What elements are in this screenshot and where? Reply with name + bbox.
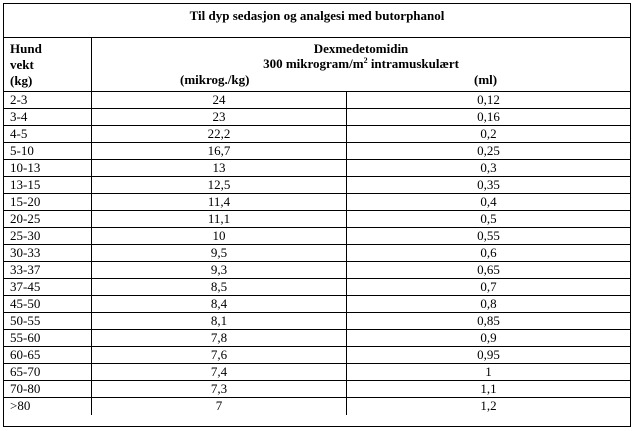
dose-cell: 8,4: [92, 296, 347, 312]
volume-cell: 0,4: [480, 194, 497, 209]
table-row: [4, 347, 630, 364]
table-row: [4, 313, 630, 330]
weight-cell: 45-50: [4, 296, 92, 312]
weight-cell: 2-3: [4, 92, 92, 108]
dose-cell: 16,7: [92, 143, 347, 159]
dose-cell: 8,5: [92, 279, 347, 295]
dose-superscript: 2: [363, 56, 368, 65]
table-row: [4, 296, 630, 313]
table-header: [4, 38, 630, 92]
volume-unit-header: (ml): [474, 72, 498, 87]
table-row: [4, 381, 630, 398]
dose-cell: 12,5: [92, 177, 347, 193]
table-body: [4, 92, 630, 415]
volume-cell: 0,95: [477, 347, 500, 362]
dose-cell: 7,4: [92, 364, 347, 380]
weight-cell: 70-80: [4, 381, 92, 397]
table-row: [4, 177, 630, 194]
dose-cell: 11,4: [92, 194, 347, 210]
dose-unit-header: (mikrog./kg): [180, 72, 250, 87]
volume-cell: 0,8: [480, 296, 497, 311]
volume-cell: 0,9: [480, 330, 497, 345]
table-row: [4, 109, 630, 126]
dose-prefix: 300 mikrogram/m: [263, 56, 364, 71]
volume-cell: 0,85: [477, 313, 500, 328]
volume-cell: 0,35: [477, 177, 500, 192]
dose-cell: 24: [92, 92, 347, 108]
volume-cell: 0,6: [480, 245, 497, 260]
table-row: [4, 143, 630, 160]
weight-cell: 55-60: [4, 330, 92, 346]
weight-cell: 13-15: [4, 177, 92, 193]
dose-cell: 8,1: [92, 313, 347, 329]
dose-cell: 11,1: [92, 211, 347, 227]
weight-cell: 20-25: [4, 211, 92, 227]
volume-cell: 0,55: [477, 228, 500, 243]
table-title: Til dyp sedasjon og analgesi med butorphanol: [4, 4, 630, 38]
table-row: [4, 398, 630, 415]
weight-cell: 33-37: [4, 262, 92, 278]
weight-header-line-2: vekt: [10, 57, 34, 72]
table-row: [4, 364, 630, 381]
table-row: [4, 228, 630, 245]
dose-cell: 10: [92, 228, 347, 244]
table-row: [4, 330, 630, 347]
dose-cell: 7,6: [92, 347, 347, 363]
weight-header-line-3: (kg): [10, 73, 33, 88]
table-row: [4, 262, 630, 279]
weight-cell: 4-5: [4, 126, 92, 142]
table-row: [4, 194, 630, 211]
weight-cell: 3-4: [4, 109, 92, 125]
weight-column-header: [4, 38, 92, 91]
volume-cell: 0,7: [480, 279, 497, 294]
table-row: [4, 160, 630, 177]
weight-cell: 65-70: [4, 364, 92, 380]
volume-cell: 1: [485, 364, 492, 379]
weight-header-line-1: Hund: [10, 41, 42, 56]
weight-cell: 25-30: [4, 228, 92, 244]
volume-cell: 0,5: [480, 211, 497, 226]
volume-cell: 0,3: [480, 160, 497, 175]
dose-suffix: intramuskulært: [367, 56, 459, 71]
weight-cell: 30-33: [4, 245, 92, 261]
volume-cell: 0,25: [477, 143, 500, 158]
dose-cell: 7,3: [92, 381, 347, 397]
dose-cell: 9,3: [92, 262, 347, 278]
weight-cell: 60-65: [4, 347, 92, 363]
weight-cell: 5-10: [4, 143, 92, 159]
volume-cell: 1,2: [480, 398, 497, 413]
weight-cell: >80: [4, 398, 92, 415]
drug-column-header: [92, 38, 630, 91]
volume-cell: 1,1: [480, 381, 497, 396]
dose-cell: 9,5: [92, 245, 347, 261]
table-row: [4, 92, 630, 109]
volume-cell: 0,12: [477, 92, 500, 107]
drug-name: Dexmedetomidin: [313, 41, 409, 56]
volume-cell: 0,2: [480, 126, 497, 141]
dose-description: [92, 56, 630, 71]
table-row: [4, 126, 630, 143]
table-row: [4, 279, 630, 296]
weight-cell: 15-20: [4, 194, 92, 210]
table-row: [4, 245, 630, 262]
weight-cell: 37-45: [4, 279, 92, 295]
dose-cell: 13: [92, 160, 347, 176]
dose-cell: 23: [92, 109, 347, 125]
volume-cell: 0,16: [477, 109, 500, 124]
dose-cell: 7: [92, 398, 347, 415]
dosage-table: [3, 3, 631, 427]
dose-cell: 22,2: [92, 126, 347, 142]
dose-cell: 7,8: [92, 330, 347, 346]
weight-cell: 10-13: [4, 160, 92, 176]
volume-cell: 0,65: [477, 262, 500, 277]
table-row: [4, 211, 630, 228]
weight-cell: 50-55: [4, 313, 92, 329]
